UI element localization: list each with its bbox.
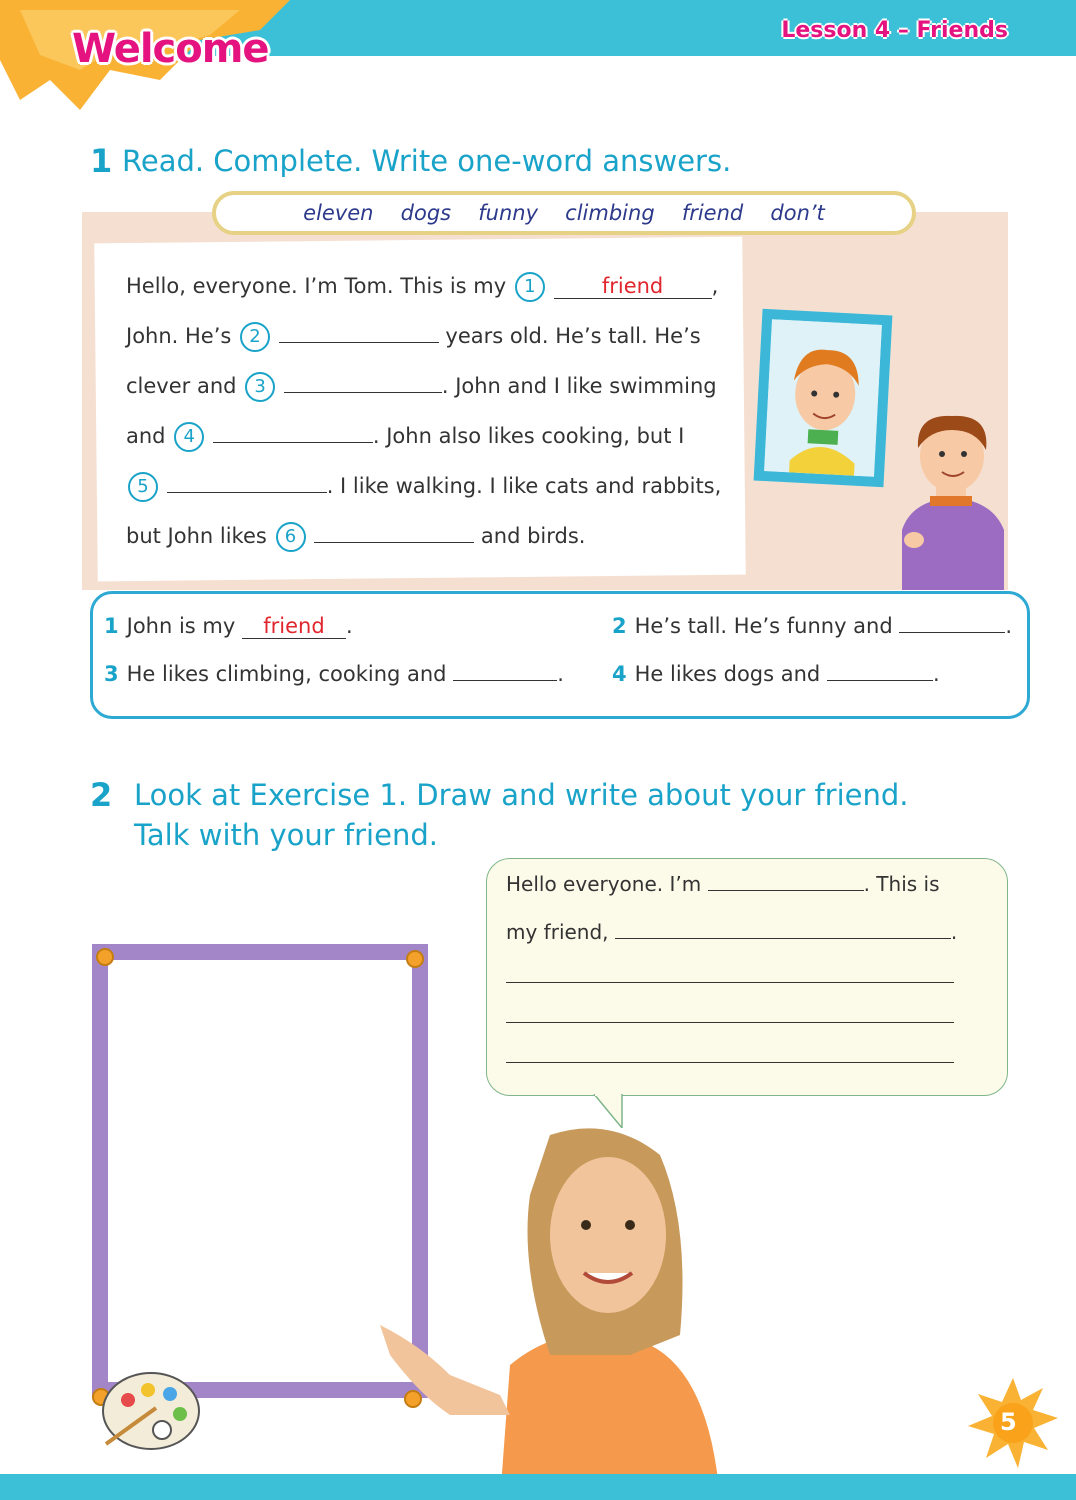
paint-palette-icon xyxy=(96,1366,206,1456)
writing-line-3[interactable] xyxy=(506,1062,954,1063)
gap-number-5: 5 xyxy=(128,472,158,502)
gap-number-1: 1 xyxy=(515,272,545,302)
summary-item-text: He likes dogs and xyxy=(634,662,821,686)
text-segment: . John also likes cooking, but I xyxy=(372,424,685,448)
footer-bar xyxy=(0,1474,1076,1500)
text-segment: John. He’s xyxy=(126,324,232,348)
gap-number-3: 3 xyxy=(245,372,275,402)
writing-line-2[interactable] xyxy=(506,1022,954,1023)
word-bank-item: dogs xyxy=(400,201,452,225)
word-bank-item: climbing xyxy=(565,201,655,225)
gap-1-answer[interactable]: friend xyxy=(554,274,712,299)
gap-number-2: 2 xyxy=(240,322,270,352)
frame-pin-icon xyxy=(96,948,114,966)
summary-item-4 xyxy=(612,662,940,686)
lesson-title: Lesson 4 – Friends xyxy=(781,18,1008,43)
summary-item-number: 4 xyxy=(612,662,627,686)
summary-answers-box xyxy=(90,591,1030,719)
gap-number-4: 4 xyxy=(174,422,204,452)
summary-item-1 xyxy=(104,614,353,639)
gap-3-answer[interactable] xyxy=(284,392,442,393)
text-line-6 xyxy=(126,522,585,552)
gap-6-answer[interactable] xyxy=(314,542,474,543)
summary-answer-1[interactable]: friend xyxy=(242,614,346,639)
text-segment: Hello, everyone. I’m Tom. This is my xyxy=(126,274,507,298)
word-bank-item: don’t xyxy=(770,201,825,225)
gap-5-answer[interactable] xyxy=(167,492,327,493)
summary-answer-3[interactable] xyxy=(453,680,557,681)
summary-answer-2[interactable] xyxy=(899,632,1005,633)
text-line-4 xyxy=(126,422,684,452)
exercise1-title: Read. Complete. Write one-word answers. xyxy=(122,144,732,178)
summary-item-text: He’s tall. He’s funny and xyxy=(634,614,893,638)
exercise2-number: 2 xyxy=(90,776,113,814)
summary-item-number: 1 xyxy=(104,614,119,638)
text-segment: clever and xyxy=(126,374,237,398)
word-bank-item: funny xyxy=(478,201,539,225)
gap-number-6: 6 xyxy=(276,522,306,552)
summary-item-number: 3 xyxy=(104,662,119,686)
gap-4-answer[interactable] xyxy=(213,442,373,443)
john-portrait-frame xyxy=(754,309,893,488)
exercise2-title-line1: Look at Exercise 1. Draw and write about your friend. xyxy=(134,778,909,812)
page-number: 5 xyxy=(1000,1408,1017,1436)
bubble-text: Hello everyone. I’m xyxy=(506,872,702,896)
summary-answer-4[interactable] xyxy=(827,680,933,681)
word-bank-item: friend xyxy=(681,201,744,225)
summary-item-number: 2 xyxy=(612,614,627,638)
bubble-line-2 xyxy=(506,920,957,944)
text-segment: years old. He’s tall. He’s xyxy=(445,324,701,348)
exercise2-title-line2: Talk with your friend. xyxy=(134,818,438,852)
frame-pin-icon xyxy=(406,950,424,968)
exercise1-number: 1 xyxy=(90,142,113,180)
bubble-text: . xyxy=(950,920,958,944)
summary-item-text: . xyxy=(932,662,940,686)
writing-line-1[interactable] xyxy=(506,982,954,983)
text-segment: . I like walking. I like cats and rabbits, xyxy=(326,474,722,498)
text-segment: and xyxy=(126,424,166,448)
text-line-2 xyxy=(126,322,701,352)
summary-item-2 xyxy=(612,614,1012,638)
name-input[interactable] xyxy=(708,890,864,891)
text-segment: . John and I like swimming xyxy=(441,374,717,398)
section-title: Welcome xyxy=(72,26,269,72)
text-line-3 xyxy=(126,372,717,402)
girl-pointing-photo-icon xyxy=(360,1115,780,1500)
text-line-5 xyxy=(126,472,721,502)
friend-name-input[interactable] xyxy=(615,938,951,939)
summary-item-3 xyxy=(104,662,564,686)
summary-item-text: John is my xyxy=(126,614,236,638)
summary-item-text: . xyxy=(557,662,564,686)
text-segment: , xyxy=(711,274,719,298)
text-line-1 xyxy=(126,272,718,302)
text-segment: and birds. xyxy=(480,524,586,548)
boy-tom-pointing-icon xyxy=(892,400,1012,590)
summary-item-text: He likes climbing, cooking and xyxy=(126,662,447,686)
text-segment: but John likes xyxy=(126,524,267,548)
bubble-text: my friend, xyxy=(506,920,609,944)
summary-item-text: . xyxy=(1005,614,1013,638)
gap-2-answer[interactable] xyxy=(279,342,439,343)
word-bank xyxy=(212,191,916,235)
word-bank-item: eleven xyxy=(303,201,374,225)
summary-item-text: . xyxy=(345,614,353,638)
bubble-line-1 xyxy=(506,872,940,896)
boy-portrait-icon xyxy=(764,319,882,477)
bubble-text: . This is xyxy=(863,872,940,896)
